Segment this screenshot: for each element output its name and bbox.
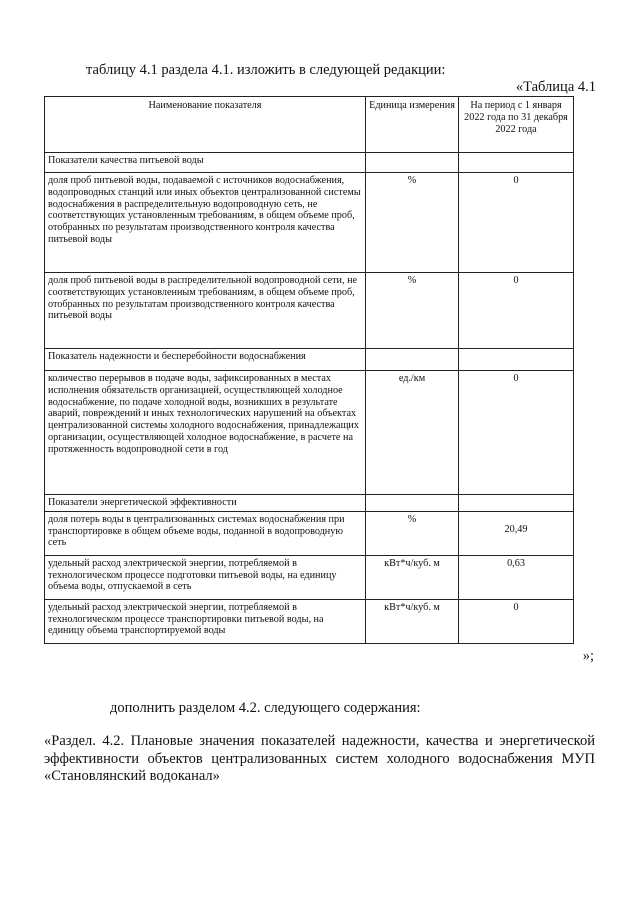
header-name: Наименование показателя [45, 97, 366, 153]
paragraph-section-4-2: «Раздел. 4.2. Плановые значения показателей надежности, качества и энергетической эффективности объектов централизованных систем холодного водоснабжения МУП «Становлянский водоканал» [44, 733, 595, 785]
section-row-energy [45, 495, 574, 512]
intro-paragraph: таблицу 4.1 раздела 4.1. изложить в следующей редакции: [86, 62, 446, 78]
indicator-name: удельный расход электрической энергии, потребляемой в технологическом процессе подготовки питьевой воды, на единицу объема воды, отпускаемой в сеть [45, 555, 366, 599]
table-row [45, 173, 574, 273]
indicator-unit: % [366, 173, 459, 273]
indicator-unit: % [366, 511, 459, 555]
indicator-name: доля проб питьевой воды в распределительной водопроводной сети, не соответствующих установленным требованиям, в общем объеме проб, отобранных по результатам производственного контроля качества питьевой воды [45, 273, 366, 349]
indicator-unit: ед./км [366, 371, 459, 495]
indicator-name: удельный расход электрической энергии, потребляемой в технологическом процессе транспортировки питьевой воды, на единицу объема транспортируемой воды [45, 599, 366, 643]
table-row [45, 511, 574, 555]
indicator-name: количество перерывов в подаче воды, зафиксированных в местах исполнения обязательств организацией, осуществляющей холодное водоснабжение, по подаче холодной воды, возникших в результате аварий, повреждений и иных технологических нарушений на объектах централизованной системы холодного водоснабжения, принадлежащих организации, осуществляющей холодное водоснабжение, в расчете на протяженность водопроводной сети в год [45, 371, 366, 495]
indicator-name: доля проб питьевой воды, подаваемой с источников водоснабжения, водопроводных станций или иных объектов централизованной системы водоснабжения в распределительную водопроводную сеть, не соответствующих установленным требованиям, в общем объеме проб, отобранных по результатам производственного контроля качества питьевой воды [45, 173, 366, 273]
indicator-value: 0 [459, 371, 574, 495]
table-header-row [45, 97, 574, 153]
header-unit: Единица измерения [366, 97, 459, 153]
table-row [45, 555, 574, 599]
indicator-unit: кВт*ч/куб. м [366, 555, 459, 599]
indicator-unit: % [366, 273, 459, 349]
section-row-quality [45, 153, 574, 173]
indicator-value: 20,49 [459, 511, 574, 555]
indicators-table [44, 96, 574, 644]
section-title: Показатели энергетической эффективности [45, 495, 366, 512]
section-row-reliability [45, 349, 574, 371]
table-row [45, 599, 574, 643]
indicator-name: доля потерь воды в централизованных системах водоснабжения при транспортировке в общем объеме воды, поданной в водопроводную сеть [45, 511, 366, 555]
indicator-value: 0 [459, 599, 574, 643]
indicator-value: 0,63 [459, 555, 574, 599]
table-row [45, 273, 574, 349]
indicator-unit: кВт*ч/куб. м [366, 599, 459, 643]
indicator-value: 0 [459, 273, 574, 349]
header-period: На период с 1 января 2022 года по 31 декабря 2022 года [459, 97, 574, 153]
table-row [45, 371, 574, 495]
table-caption: «Таблица 4.1 [515, 79, 596, 95]
section-title: Показатель надежности и бесперебойности водоснабжения [45, 349, 366, 371]
section-title: Показатели качества питьевой воды [45, 153, 366, 173]
paragraph-add-section: дополнить разделом 4.2. следующего содержания: [110, 700, 421, 716]
indicator-value: 0 [459, 173, 574, 273]
table-end-mark: »; [582, 648, 594, 664]
